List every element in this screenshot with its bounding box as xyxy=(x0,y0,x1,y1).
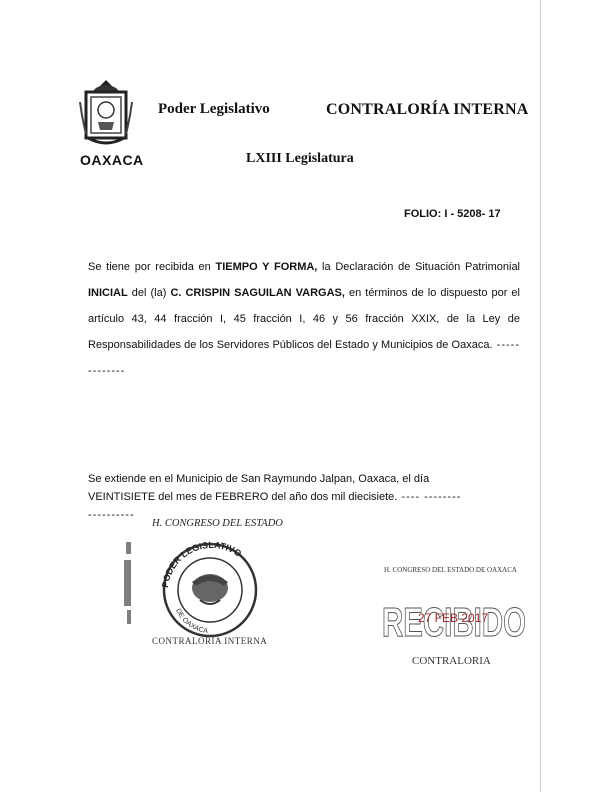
fill-dashes: ---- -------- xyxy=(397,491,462,503)
seal-ring-text: PODER LEGISLATIVO xyxy=(159,539,244,589)
paragraph-text: la Declaración de Situación Patrimonial xyxy=(317,261,521,273)
closing-line xyxy=(88,488,528,506)
page-edge-line xyxy=(540,0,541,792)
seal-bottom-text: CONTRALORÍA INTERNA xyxy=(152,636,268,646)
paragraph-emphasis: TIEMPO Y FORMA, xyxy=(215,261,318,273)
state-name: OAXACA xyxy=(80,152,144,168)
seal-top-text: H. CONGRESO DEL ESTADO xyxy=(152,518,283,529)
paragraph-emphasis: INICIAL xyxy=(88,287,128,299)
fill-dashes: ------------- xyxy=(88,339,520,377)
coat-of-arms-icon xyxy=(76,78,136,150)
paragraph-text: en términos de lo dispuesto por el artículo 43, 44 fracción I, 45 fracción I, 46 y 56 fracción XXIX, de la Ley de Responsabilidades de los Servidores Públicos del Estado y Municipios de Oaxaca. xyxy=(88,287,520,351)
received-stamp-header: H. CONGRESO DEL ESTADO DE OAXACA xyxy=(384,566,517,574)
eagle-emblem-icon xyxy=(192,574,228,604)
legislature-title: LXIII Legislatura xyxy=(246,151,354,166)
received-stamp-date: 27 FEB 2017 xyxy=(418,611,489,625)
closing-line: Se extiende en el Municipio de San Raymundo Jalpan, Oaxaca, el día xyxy=(88,473,430,485)
declaration-paragraph xyxy=(88,254,520,384)
fill-dashes: ---------- xyxy=(88,509,135,521)
received-stamp-word: RECIBIDO xyxy=(382,599,526,645)
seal-smudge xyxy=(124,542,131,624)
received-stamp xyxy=(380,560,530,670)
branch-name: Poder Legislativo xyxy=(158,101,270,117)
seal-ring-bottom-text: DE OAXACA xyxy=(174,607,209,636)
paragraph-text: Se tiene por recibida en xyxy=(88,261,216,273)
office-title: CONTRALORÍA INTERNA xyxy=(326,101,529,118)
received-stamp-footer: CONTRALORIA xyxy=(412,655,491,667)
congress-seal-stamp xyxy=(120,512,320,652)
declarant-name: C. CRISPIN SAGUILAN VARGAS, xyxy=(170,287,345,299)
paragraph-text: del (la) xyxy=(127,287,171,299)
closing-text: VEINTISIETE del mes de FEBRERO del año dos mil diecisiete. xyxy=(88,491,398,503)
folio-number: FOLIO: I - 5208- 17 xyxy=(404,208,501,220)
